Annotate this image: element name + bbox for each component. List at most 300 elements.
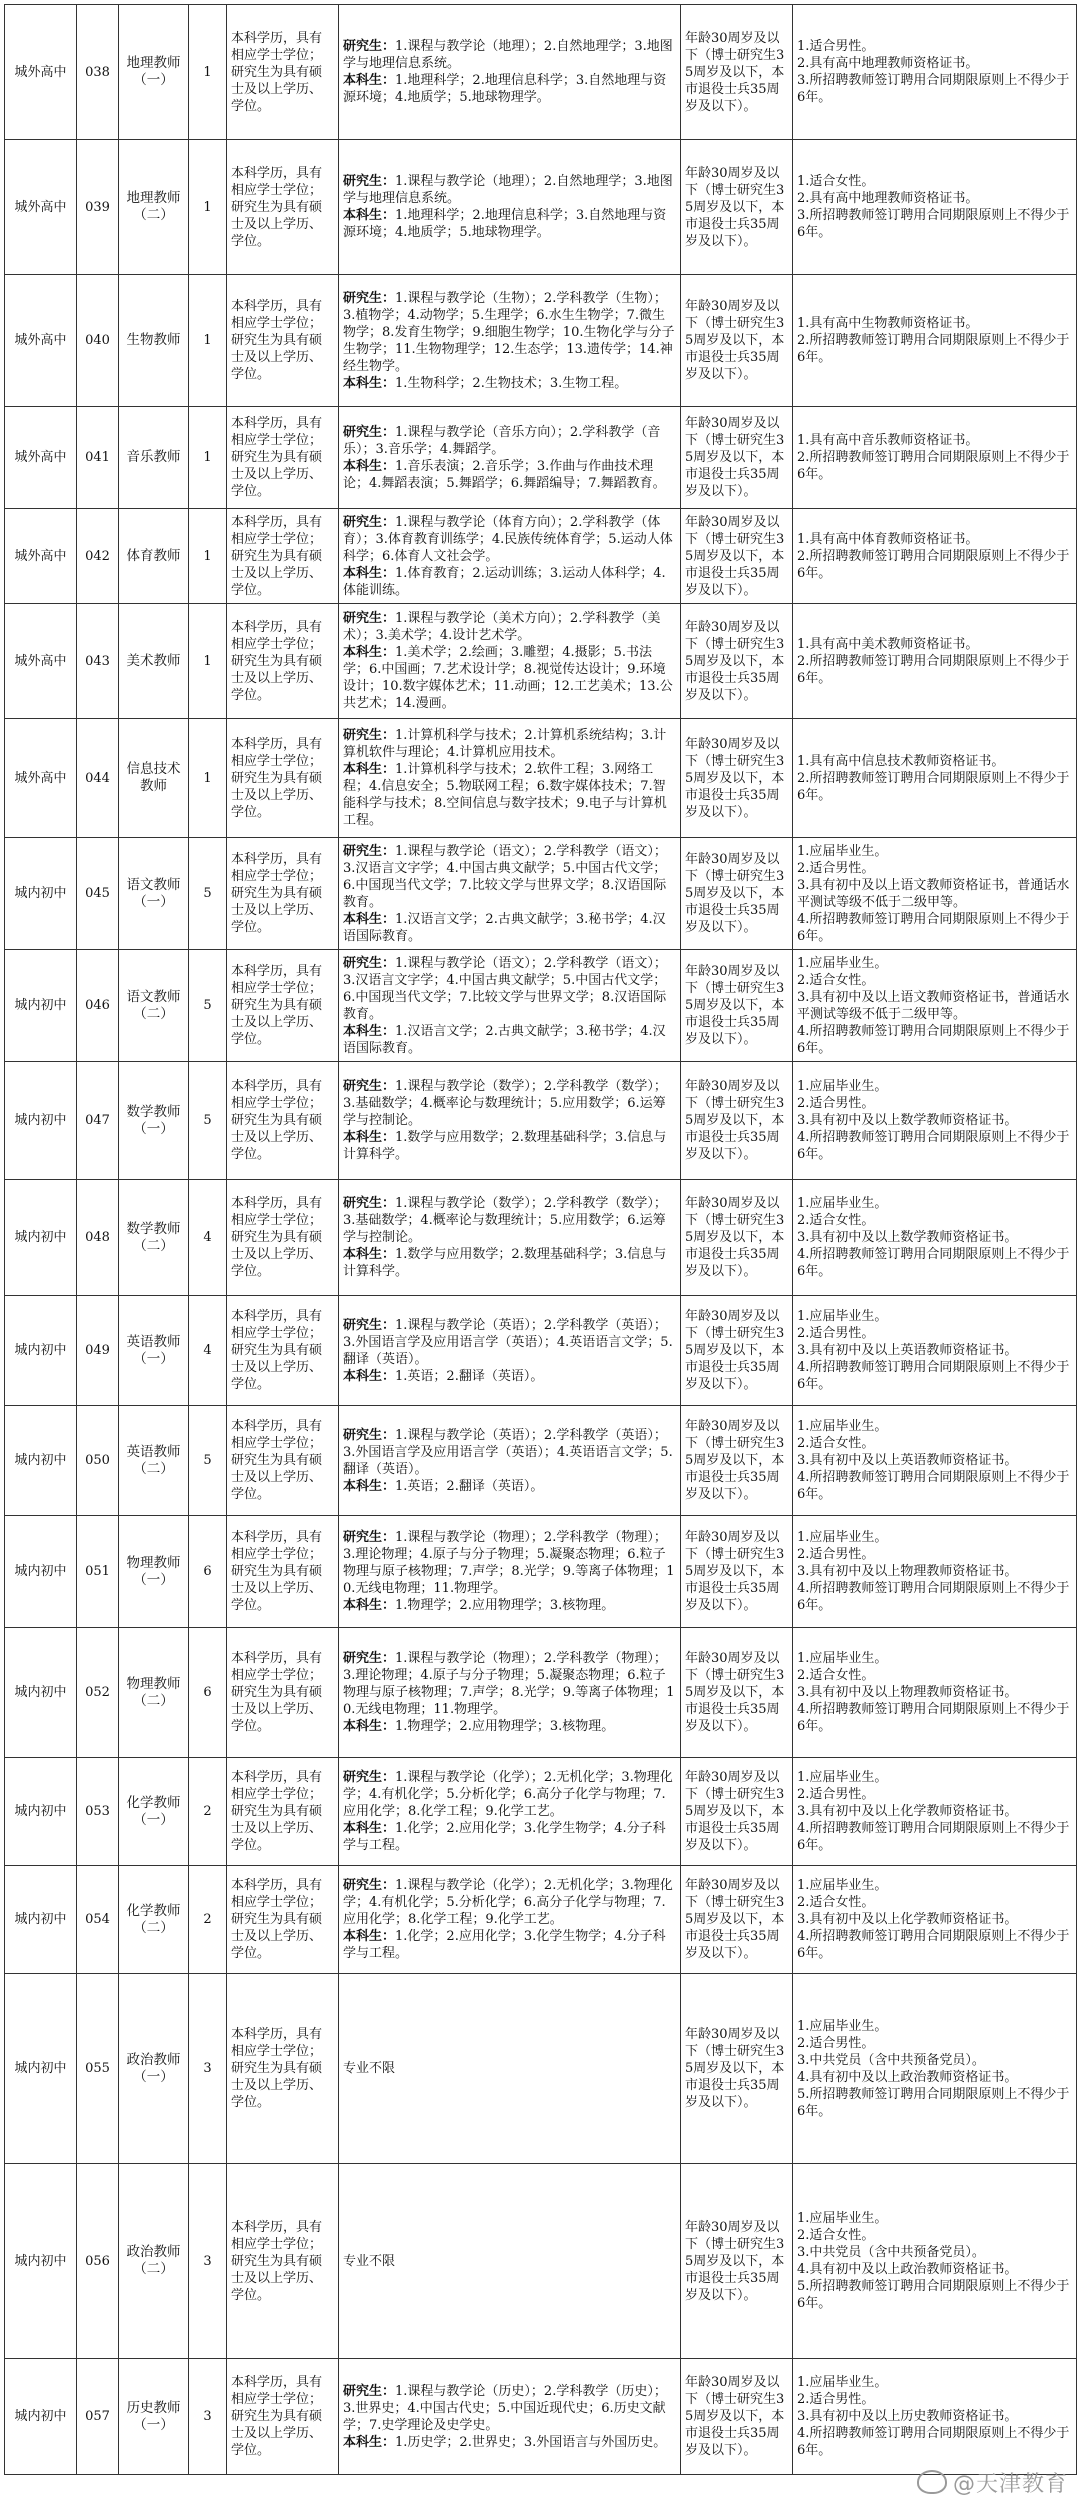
requirement-line: 4.所招聘教师签订聘用合同期限原则上不得少于6年。 [797,2426,1070,2458]
requirement-line: 2.适合男性。 [797,2392,875,2407]
major-cell [339,1516,681,1628]
requirement-line: 1.应届毕业生。 [797,1770,888,1785]
table-row [5,1974,1077,2164]
major-line [343,2434,676,2451]
major-list-text: 1.英语；2.翻译（英语）。 [395,1478,544,1494]
region-cell: 城内初中 [5,2164,77,2359]
headcount-cell: 2 [189,1866,227,1974]
education-cell: 本科学历，具有相应学士学位；研究生为具有硕士及以上学历、学位。 [227,1406,339,1516]
headcount-cell: 1 [189,5,227,140]
major-line [343,207,676,241]
major-list-text: 1.课程与教学论（化学）；2.无机化学；3.物理化学；4.有机化学；5.分析化学；6.高分子化学与物理；7.应用化学；8.化学工程；9.化学工艺。 [343,1878,673,1927]
major-cell [339,838,681,950]
major-list-text: 1.课程与教学论（音乐方向）；2.学科教学（音乐）；3.音乐学；4.舞蹈学。 [343,424,661,457]
major-level-label: 本科生： [343,1719,396,1734]
headcount-cell: 3 [189,2164,227,2359]
post-code-cell: 043 [77,604,119,719]
age-requirement-cell: 年龄30周岁及以下（博士研究生35周岁及以下，本市退役士兵35周岁及以下）。 [681,509,793,604]
requirement-line: 1.应届毕业生。 [797,843,888,859]
post-name-cell: 化学教师（一） [119,1758,189,1866]
requirement-line: 1.具有高中体育教师资格证书。 [797,531,979,547]
major-line [343,1427,676,1478]
major-line [343,1877,676,1928]
major-level-label: 研究生： [343,843,396,859]
region-cell: 城内初中 [5,2359,77,2475]
requirement-line: 2.所招聘教师签订聘用合同期限原则上不得少于6年。 [797,770,1070,803]
age-requirement-cell: 年龄30周岁及以下（博士研究生35周岁及以下，本市退役士兵35周岁及以下）。 [681,1974,793,2164]
post-code-cell: 052 [77,1628,119,1758]
education-cell: 本科学历，具有相应学士学位；研究生为具有硕士及以上学历、学位。 [227,5,339,140]
education-cell: 本科学历，具有相应学士学位；研究生为具有硕士及以上学历、学位。 [227,604,339,719]
major-list-text: 1.物理学；2.应用物理学；3.核物理。 [395,1598,615,1613]
table-row [5,1406,1077,1516]
region-cell: 城外高中 [5,140,77,275]
age-requirement-cell: 年龄30周岁及以下（博士研究生35周岁及以下，本市退役士兵35周岁及以下）。 [681,1062,793,1180]
headcount-cell: 5 [189,950,227,1062]
headcount-cell: 6 [189,1516,227,1628]
region-cell: 城内初中 [5,1974,77,2164]
major-line [343,424,676,458]
requirement-line: 3.具有初中及以上语文教师资格证书，普通话水平测试等级不低于二级甲等。 [797,877,1070,910]
major-list-text: 1.化学；2.应用化学；3.化学生物学；4.分子科学与工程。 [343,1821,666,1853]
age-requirement-cell: 年龄30周岁及以下（博士研究生35周岁及以下，本市退役士兵35周岁及以下）。 [681,604,793,719]
major-level-label: 研究生： [343,424,396,440]
other-requirements-cell [793,604,1077,719]
requirement-line: 4.所招聘教师签订聘用合同期限原则上不得少于6年。 [797,1702,1070,1734]
requirement-line: 2.适合男性。 [797,1096,875,1111]
major-level-label: 本科生： [343,375,396,391]
headcount-cell: 1 [189,604,227,719]
requirement-line: 3.所招聘教师签订聘用合同期限原则上不得少于6年。 [797,208,1070,240]
major-list-text: 1.美术学；2.绘画；3.雕塑；4.摄影；5.书法学；6.中国画；7.艺术设计学；8.视觉传达设计；9.环境设计；10.数字媒体艺术；11.动画；12.工艺美术；13.公共艺术；14.漫画。 [343,645,673,711]
post-code-cell: 038 [77,5,119,140]
major-level-label: 本科生： [343,1821,396,1836]
requirement-line: 3.中共党员（含中共预备党员）。 [797,2245,985,2260]
major-list-text: 1.音乐表演；2.音乐学；3.作曲与作曲技术理论；4.舞蹈表演；5.舞蹈学；6.舞蹈编导；7.舞蹈教育。 [343,458,666,491]
education-cell: 本科学历，具有相应学士学位；研究生为具有硕士及以上学历、学位。 [227,719,339,838]
major-level-label: 研究生： [343,1651,396,1666]
major-level-label: 本科生： [343,458,396,474]
other-requirements-cell [793,5,1077,140]
major-line [343,1718,676,1735]
major-cell [339,5,681,140]
requirement-line: 2.适合男性。 [797,860,875,876]
post-code-cell: 047 [77,1062,119,1180]
major-line [343,565,676,599]
requirement-line: 3.所招聘教师签订聘用合同期限原则上不得少于6年。 [797,73,1070,105]
major-line [343,610,676,644]
education-cell: 本科学历，具有相应学士学位；研究生为具有硕士及以上学历、学位。 [227,2164,339,2359]
age-requirement-cell: 年龄30周岁及以下（博士研究生35周岁及以下，本市退役士兵35周岁及以下）。 [681,1296,793,1406]
major-line [343,1023,676,1057]
post-code-cell: 046 [77,950,119,1062]
education-cell: 本科学历，具有相应学士学位；研究生为具有硕士及以上学历、学位。 [227,1516,339,1628]
region-cell: 城内初中 [5,1062,77,1180]
other-requirements-cell [793,1628,1077,1758]
major-line [343,2253,676,2270]
age-requirement-cell: 年龄30周岁及以下（博士研究生35周岁及以下，本市退役士兵35周岁及以下）。 [681,275,793,407]
major-level-label: 本科生： [343,1023,396,1039]
requirement-line: 2.适合男性。 [797,1547,875,1562]
age-requirement-cell: 年龄30周岁及以下（博士研究生35周岁及以下，本市退役士兵35周岁及以下）。 [681,1628,793,1758]
table-row [5,5,1077,140]
major-list-text: 1.课程与教学论（数学）；2.学科教学（数学）；3.基础数学；4.概率论与数理统计；5.应用数学；6.运筹学与控制论。 [343,1079,667,1128]
major-line [343,1246,676,1280]
age-requirement-cell: 年龄30周岁及以下（博士研究生35周岁及以下，本市退役士兵35周岁及以下）。 [681,2359,793,2475]
post-name-cell: 音乐教师 [119,407,189,509]
requirement-line: 1.适合男性。 [797,39,875,54]
requirement-line: 2.适合男性。 [797,1326,875,1341]
major-line [343,1368,676,1385]
major-cell [339,140,681,275]
requirement-line: 2.适合女性。 [797,2228,875,2243]
post-code-cell: 053 [77,1758,119,1866]
major-line [343,727,676,761]
education-cell: 本科学历，具有相应学士学位；研究生为具有硕士及以上学历、学位。 [227,1180,339,1296]
major-line [343,290,676,375]
post-name-cell: 政治教师（一） [119,1974,189,2164]
table-row [5,407,1077,509]
major-line [343,514,676,565]
major-cell [339,1406,681,1516]
requirement-line: 1.应届毕业生。 [797,1419,888,1434]
other-requirements-cell [793,140,1077,275]
major-level-label: 本科生： [343,565,396,581]
major-list-text: 1.课程与教学论（语文）；2.学科教学（语文）；3.汉语言文字学；4.中国古典文献学；5.中国古代文学；6.中国现当代文学；7.比较文学与世界文学；8.汉语国际教育。 [343,843,667,910]
major-list-text: 1.课程与教学论（体育方向）；2.学科教学（体育）；3.体育教育训练学；4.民族传统体育学；5.运动人体科学；6.体育人文社会学。 [343,514,673,564]
region-cell: 城内初中 [5,1296,77,1406]
major-line [343,72,676,106]
post-name-cell: 物理教师（二） [119,1628,189,1758]
headcount-cell: 4 [189,1296,227,1406]
table-row [5,275,1077,407]
major-list-text: 1.课程与教学论（生物）；2.学科教学（生物）；3.植物学；4.动物学；5.生理学；6.水生生物学；7.微生物学；8.发育生物学；9.细胞生物学；10.生物化学与分子生物学；11.生物物理学；12.生态学；13.遗传学；14.神经生物学。 [343,290,675,374]
post-code-cell: 057 [77,2359,119,2475]
requirement-line: 1.适合女性。 [797,174,875,189]
table-row [5,2164,1077,2359]
major-level-label: 本科生： [343,1130,396,1145]
major-cell [339,1758,681,1866]
age-requirement-cell: 年龄30周岁及以下（博士研究生35周岁及以下，本市退役士兵35周岁及以下）。 [681,838,793,950]
weibo-icon [917,2470,947,2494]
major-cell [339,407,681,509]
major-cell [339,1296,681,1406]
requirement-line: 2.适合男性。 [797,1787,875,1802]
other-requirements-cell [793,1296,1077,1406]
requirement-line: 3.具有初中及以上英语教师资格证书。 [797,1453,1018,1468]
table-row [5,1758,1077,1866]
education-cell: 本科学历，具有相应学士学位；研究生为具有硕士及以上学历、学位。 [227,140,339,275]
requirement-line: 2.适合女性。 [797,1668,875,1683]
major-list-text: 1.英语；2.翻译（英语）。 [395,1368,544,1384]
age-requirement-cell: 年龄30周岁及以下（博士研究生35周岁及以下，本市退役士兵35周岁及以下）。 [681,5,793,140]
major-list-text: 1.数学与应用数学；2.数理基础科学；3.信息与计算科学。 [343,1247,667,1279]
major-list-text: 1.课程与教学论（化学）；2.无机化学；3.物理化学；4.有机化学；5.分析化学；6.高分子化学与物理；7.应用化学；8.化学工程；9.化学工艺。 [343,1770,673,1819]
major-line [343,644,676,712]
major-line [343,1195,676,1246]
major-line [343,375,676,392]
requirement-line: 2.所招聘教师签订聘用合同期限原则上不得少于6年。 [797,548,1070,581]
other-requirements-cell [793,1180,1077,1296]
major-line [343,1078,676,1129]
major-line [343,761,676,829]
table-row [5,950,1077,1062]
headcount-cell: 5 [189,1406,227,1516]
post-name-cell: 历史教师（一） [119,2359,189,2475]
headcount-cell: 4 [189,1180,227,1296]
education-cell: 本科学历，具有相应学士学位；研究生为具有硕士及以上学历、学位。 [227,1062,339,1180]
requirement-line: 1.应届毕业生。 [797,2018,888,2034]
table-row [5,1180,1077,1296]
region-cell: 城内初中 [5,1628,77,1758]
other-requirements-cell [793,719,1077,838]
major-line [343,1769,676,1820]
post-name-cell: 政治教师（二） [119,2164,189,2359]
major-cell [339,1628,681,1758]
major-list-text: 1.课程与教学论（数学）；2.学科教学（数学）；3.基础数学；4.概率论与数理统计；5.应用数学；6.运筹学与控制论。 [343,1196,667,1245]
requirement-line: 2.适合女性。 [797,972,875,988]
major-level-label: 研究生： [343,290,396,306]
major-cell [339,509,681,604]
age-requirement-cell: 年龄30周岁及以下（博士研究生35周岁及以下，本市退役士兵35周岁及以下）。 [681,719,793,838]
major-list-text: 1.地理科学；2.地理信息科学；3.自然地理与资源环境；4.地质学；5.地球物理学。 [343,208,667,240]
age-requirement-cell: 年龄30周岁及以下（博士研究生35周岁及以下，本市退役士兵35周岁及以下）。 [681,1180,793,1296]
headcount-cell: 1 [189,719,227,838]
education-cell: 本科学历，具有相应学士学位；研究生为具有硕士及以上学历、学位。 [227,1974,339,2164]
major-line [343,1317,676,1368]
age-requirement-cell: 年龄30周岁及以下（博士研究生35周岁及以下，本市退役士兵35周岁及以下）。 [681,1516,793,1628]
region-cell: 城内初中 [5,1758,77,1866]
requirement-line: 4.所招聘教师签订聘用合同期限原则上不得少于6年。 [797,1247,1070,1279]
major-level-label: 本科生： [343,1929,396,1944]
post-code-cell: 044 [77,719,119,838]
table-row [5,838,1077,950]
requirement-line: 3.具有初中及以上数学教师资格证书。 [797,1113,1018,1128]
region-cell: 城内初中 [5,1406,77,1516]
major-list-text: 1.课程与教学论（地理）；2.自然地理学；3.地图学与地理信息系统。 [343,174,673,206]
requirement-line: 4.所招聘教师签订聘用合同期限原则上不得少于6年。 [797,1581,1070,1613]
other-requirements-cell [793,275,1077,407]
other-requirements-cell [793,509,1077,604]
other-requirements-cell [793,950,1077,1062]
post-code-cell: 054 [77,1866,119,1974]
major-cell [339,604,681,719]
requirement-line: 3.具有初中及以上物理教师资格证书。 [797,1564,1018,1579]
major-level-label: 研究生： [343,611,396,626]
major-line [343,1597,676,1614]
major-level-label: 研究生： [343,1317,396,1333]
table-row [5,1062,1077,1180]
major-level-label: 本科生： [343,1598,396,1613]
major-level-label: 研究生： [343,728,396,743]
requirement-line: 2.适合女性。 [797,1436,875,1451]
headcount-cell: 1 [189,509,227,604]
other-requirements-cell [793,2359,1077,2475]
requirement-line: 4.所招聘教师签订聘用合同期限原则上不得少于6年。 [797,1360,1070,1392]
post-name-cell: 数学教师（二） [119,1180,189,1296]
other-requirements-cell [793,1866,1077,1974]
age-requirement-cell: 年龄30周岁及以下（博士研究生35周岁及以下，本市退役士兵35周岁及以下）。 [681,1866,793,1974]
major-cell [339,1866,681,1974]
region-cell: 城外高中 [5,719,77,838]
table-row [5,604,1077,719]
age-requirement-cell: 年龄30周岁及以下（博士研究生35周岁及以下，本市退役士兵35周岁及以下）。 [681,140,793,275]
region-cell: 城外高中 [5,509,77,604]
major-level-label: 研究生： [343,1770,396,1785]
requirement-line: 2.具有高中地理教师资格证书。 [797,56,979,71]
post-code-cell: 049 [77,1296,119,1406]
requirement-line: 4.所招聘教师签订聘用合同期限原则上不得少于6年。 [797,911,1070,944]
major-cell [339,2359,681,2475]
major-line [343,1478,676,1495]
major-list-text: 1.地理科学；2.地理信息科学；3.自然地理与资源环境；4.地质学；5.地球物理学。 [343,73,667,105]
region-cell: 城外高中 [5,275,77,407]
post-name-cell: 语文教师（二） [119,950,189,1062]
headcount-cell: 6 [189,1628,227,1758]
major-level-label: 研究生： [343,955,396,971]
post-name-cell: 生物教师 [119,275,189,407]
age-requirement-cell: 年龄30周岁及以下（博士研究生35周岁及以下，本市退役士兵35周岁及以下）。 [681,407,793,509]
requirement-line: 1.应届毕业生。 [797,2375,888,2390]
post-code-cell: 041 [77,407,119,509]
education-cell: 本科学历，具有相应学士学位；研究生为具有硕士及以上学历、学位。 [227,407,339,509]
education-cell: 本科学历，具有相应学士学位；研究生为具有硕士及以上学历、学位。 [227,509,339,604]
other-requirements-cell [793,1062,1077,1180]
major-level-label: 本科生： [343,645,396,660]
requirement-line: 3.具有初中及以上数学教师资格证书。 [797,1230,1018,1245]
requirement-line: 2.适合女性。 [797,1895,875,1910]
major-line [343,173,676,207]
region-cell: 城内初中 [5,1866,77,1974]
requirement-line: 2.适合女性。 [797,1213,875,1228]
requirement-line: 1.具有高中信息技术教师资格证书。 [797,753,1005,769]
requirement-line: 1.应届毕业生。 [797,1196,888,1211]
other-requirements-cell [793,407,1077,509]
education-cell: 本科学历，具有相应学士学位；研究生为具有硕士及以上学历、学位。 [227,950,339,1062]
other-requirements-cell [793,1974,1077,2164]
post-code-cell: 039 [77,140,119,275]
major-level-label: 本科生： [343,208,396,223]
major-list-text: 1.课程与教学论（英语）；2.学科教学（英语）；3.外国语言学及应用语言学（英语）；4.英语语言文学；5.翻译（英语）。 [343,1317,673,1367]
post-code-cell: 056 [77,2164,119,2359]
major-line [343,1820,676,1854]
major-list-text: 1.汉语言文学；2.古典文献学；3.秘书学；4.汉语国际教育。 [343,911,666,944]
post-code-cell: 051 [77,1516,119,1628]
post-name-cell: 数学教师（一） [119,1062,189,1180]
major-list-text: 1.生物科学；2.生物技术；3.生物工程。 [395,375,628,391]
age-requirement-cell: 年龄30周岁及以下（博士研究生35周岁及以下，本市退役士兵35周岁及以下）。 [681,2164,793,2359]
post-name-cell: 地理教师（一） [119,5,189,140]
requirement-line: 1.应届毕业生。 [797,1651,888,1666]
major-line [343,458,676,492]
post-name-cell: 化学教师（二） [119,1866,189,1974]
post-name-cell: 语文教师（一） [119,838,189,950]
major-list-text: 1.课程与教学论（物理）；2.学科教学（物理）；3.理论物理；4.原子与分子物理；5.凝聚态物理；6.粒子物理与原子核物理；7.声学；8.光学；9.等离子体物理；10.无线电物理；11.物理学。 [343,1530,675,1596]
post-code-cell: 040 [77,275,119,407]
post-name-cell: 美术教师 [119,604,189,719]
major-line [343,1650,676,1718]
major-level-label: 本科生： [343,911,396,927]
major-line [343,2060,676,2077]
post-code-cell: 048 [77,1180,119,1296]
major-cell [339,950,681,1062]
requirement-line: 1.具有高中美术教师资格证书。 [797,636,979,652]
requirement-line: 3.中共党员（含中共预备党员）。 [797,2052,985,2068]
table-row [5,1628,1077,1758]
major-level-label: 研究生： [343,1196,396,1211]
requirement-line: 1.具有高中生物教师资格证书。 [797,316,979,331]
major-list-text: 1.课程与教学论（英语）；2.学科教学（英语）；3.外国语言学及应用语言学（英语）；4.英语语言文学；5.翻译（英语）。 [343,1427,673,1477]
major-level-label: 研究生： [343,1427,396,1443]
major-list-text: 1.课程与教学论（语文）；2.学科教学（语文）；3.汉语言文字学；4.中国古典文献学；5.中国古代文学；6.中国现当代文学；7.比较文学与世界文学；8.汉语国际教育。 [343,955,667,1022]
education-cell: 本科学历，具有相应学士学位；研究生为具有硕士及以上学历、学位。 [227,1758,339,1866]
requirement-line: 3.具有初中及以上语文教师资格证书，普通话水平测试等级不低于二级甲等。 [797,989,1070,1022]
major-line [343,955,676,1023]
major-list-text: 1.化学；2.应用化学；3.化学生物学；4.分子科学与工程。 [343,1929,666,1961]
major-level-label: 研究生： [343,1530,396,1545]
headcount-cell: 3 [189,2359,227,2475]
headcount-cell: 3 [189,1974,227,2164]
age-requirement-cell: 年龄30周岁及以下（博士研究生35周岁及以下，本市退役士兵35周岁及以下）。 [681,950,793,1062]
requirement-line: 4.具有初中及以上政治教师资格证书。 [797,2262,1018,2277]
post-name-cell: 信息技术教师 [119,719,189,838]
watermark-text: @天津教育 [952,2472,1068,2497]
requirement-line: 4.所招聘教师签订聘用合同期限原则上不得少于6年。 [797,1929,1070,1961]
table-row [5,509,1077,604]
region-cell: 城内初中 [5,1180,77,1296]
post-code-cell: 045 [77,838,119,950]
major-list-text: 1.课程与教学论（物理）；2.学科教学（物理）；3.理论物理；4.原子与分子物理；5.凝聚态物理；6.粒子物理与原子核物理；7.声学；8.光学；9.等离子体物理；10.无线电物理；11.物理学。 [343,1651,675,1717]
requirement-line: 4.所招聘教师签订聘用合同期限原则上不得少于6年。 [797,1130,1070,1162]
post-name-cell: 英语教师（二） [119,1406,189,1516]
major-list-text: 1.计算机科学与技术；2.计算机系统结构；3.计算机软件与理论；4.计算机应用技术。 [343,728,667,760]
requirement-line: 2.所招聘教师签订聘用合同期限原则上不得少于6年。 [797,653,1070,686]
major-line [343,1529,676,1597]
major-line [343,38,676,72]
requirement-line: 1.应届毕业生。 [797,1878,888,1893]
requirement-line: 3.具有初中及以上物理教师资格证书。 [797,1685,1018,1700]
requirement-line: 1.应届毕业生。 [797,1530,888,1545]
major-list-text: 1.物理学；2.应用物理学；3.核物理。 [395,1719,615,1734]
headcount-cell: 1 [189,140,227,275]
major-level-label: 研究生： [343,39,396,54]
major-list-text: 1.汉语言文学；2.古典文献学；3.秘书学；4.汉语国际教育。 [343,1023,666,1056]
major-line [343,1129,676,1163]
other-requirements-cell [793,1758,1077,1866]
other-requirements-cell [793,2164,1077,2359]
post-code-cell: 042 [77,509,119,604]
requirement-line: 5.所招聘教师签订聘用合同期限原则上不得少于6年。 [797,2279,1070,2311]
requirement-line: 2.具有高中地理教师资格证书。 [797,191,979,206]
major-cell [339,1062,681,1180]
major-level-label: 研究生： [343,2383,396,2399]
requirement-line: 4.所招聘教师签订聘用合同期限原则上不得少于6年。 [797,1470,1070,1502]
requirement-line: 2.适合男性。 [797,2035,875,2051]
major-level-label: 本科生： [343,1247,396,1262]
age-requirement-cell: 年龄30周岁及以下（博士研究生35周岁及以下，本市退役士兵35周岁及以下）。 [681,1758,793,1866]
major-list-text: 1.课程与教学论（美术方向）；2.学科教学（美术）；3.美术学；4.设计艺术学。 [343,611,661,643]
major-list-text: 1.数学与应用数学；2.数理基础科学；3.信息与计算科学。 [343,1130,667,1162]
major-level-label: 研究生： [343,174,396,189]
headcount-cell: 5 [189,1062,227,1180]
major-cell [339,719,681,838]
other-requirements-cell [793,1406,1077,1516]
post-code-cell: 055 [77,1974,119,2164]
requirement-line: 1.应届毕业生。 [797,2211,888,2226]
education-cell: 本科学历，具有相应学士学位；研究生为具有硕士及以上学历、学位。 [227,2359,339,2475]
table-row [5,719,1077,838]
table-row [5,1516,1077,1628]
